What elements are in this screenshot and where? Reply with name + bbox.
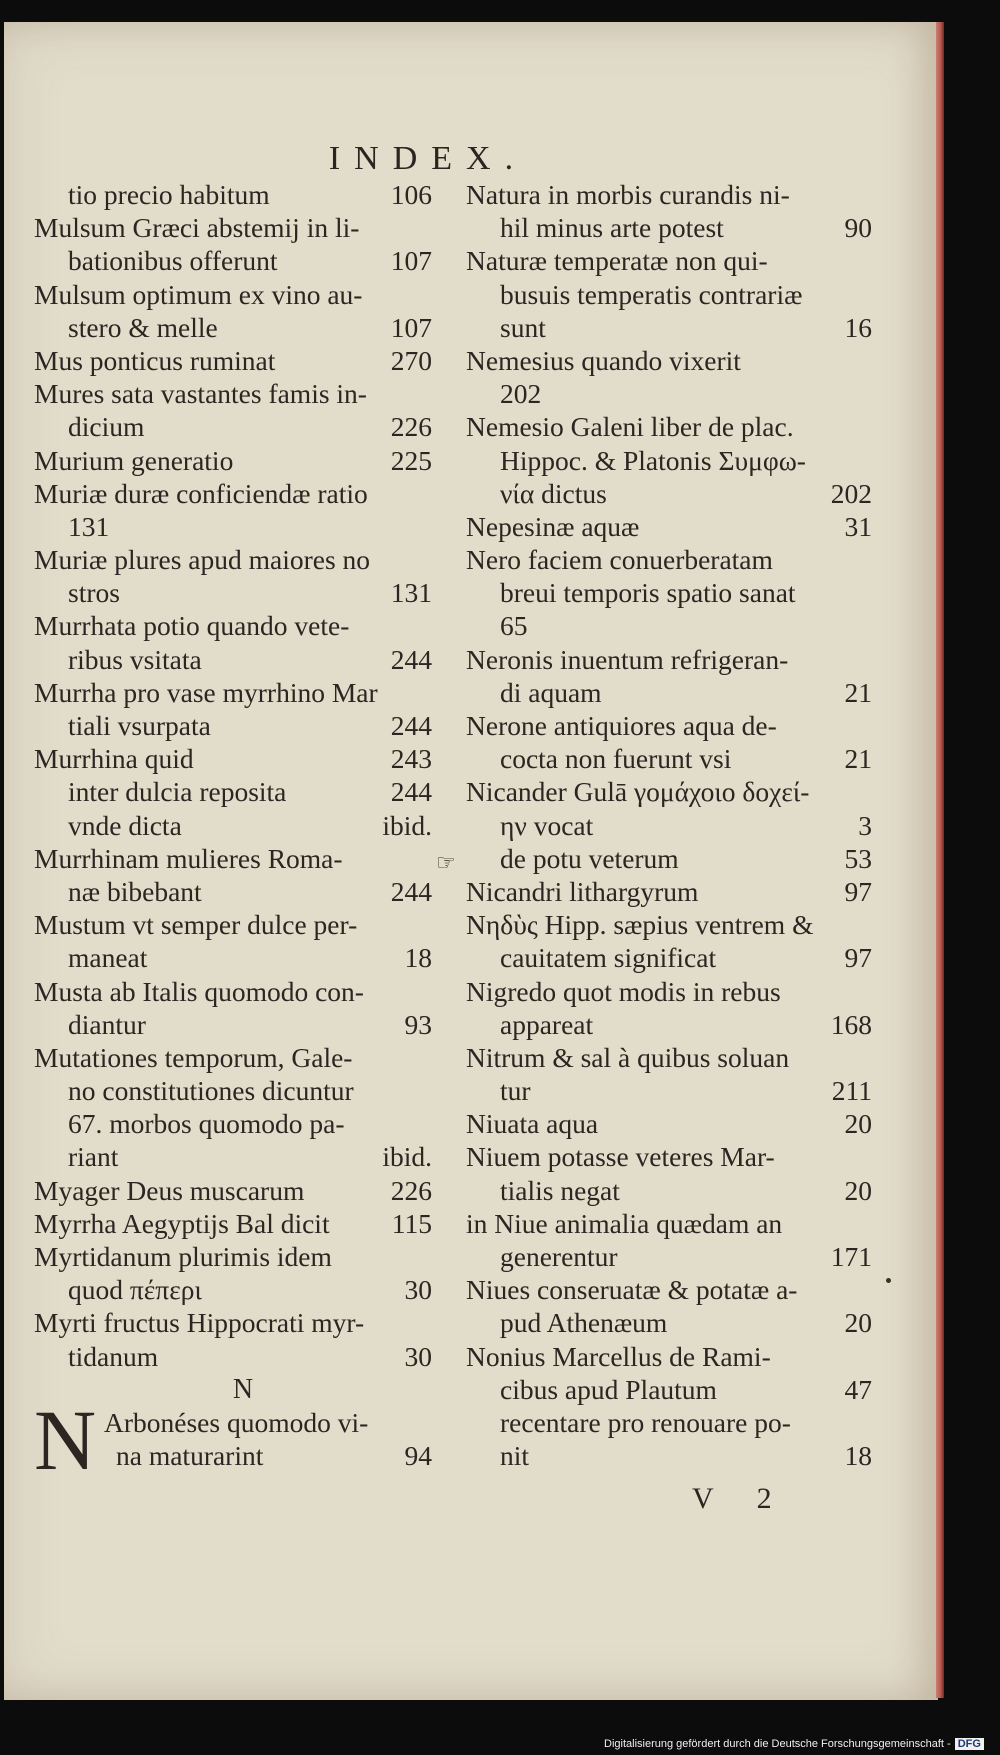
ink-speck — [886, 1278, 891, 1283]
entry-text: de potu veterum — [500, 842, 679, 874]
entry-text: maneat — [68, 942, 148, 974]
page-number: 20 — [844, 1108, 872, 1140]
entry-text: Niuata aqua — [466, 1108, 599, 1140]
page-number: 202 — [830, 477, 872, 509]
index-entry-line — [34, 1041, 432, 1074]
entry-text: hil minus arte potest — [500, 212, 724, 244]
entry-text — [116, 1439, 432, 1472]
entry-text: Myager Deus muscarum — [34, 1174, 305, 1206]
entry-text: Mus ponticus ruminat — [34, 344, 276, 376]
entry-text: no constitutiones dicuntur — [68, 1075, 354, 1107]
entry-text: tiali vsurpata — [68, 710, 211, 741]
entry-text: Murium generatio — [34, 444, 234, 476]
index-entry-line — [34, 1207, 432, 1240]
entry-text: ην vocat — [500, 809, 594, 841]
entry-text: appareat — [500, 1008, 594, 1040]
entry-text: Neronis inuentum refrigeran- — [466, 643, 789, 675]
index-entry-line — [34, 809, 432, 842]
footer-text: Digitalisierung gefördert durch die Deutsche Forschungsgemeinschaft - — [604, 1738, 951, 1750]
index-entry-line — [466, 1406, 872, 1439]
entry-text: bationibus offerunt — [68, 245, 278, 277]
entry-text: stros — [68, 577, 120, 609]
entry-text: νία dictus — [500, 477, 607, 509]
page-number: 16 — [844, 311, 872, 343]
index-entry-line — [466, 178, 872, 211]
page-number: 21 — [844, 743, 872, 775]
index-entry-line — [34, 477, 432, 510]
entry-text: cauitatem significat — [500, 942, 717, 974]
entry-text: Myrrha Aegyptijs Bal dicit — [34, 1207, 330, 1239]
page-number: 53 — [844, 842, 872, 874]
entry-text: di aquam — [500, 676, 602, 708]
index-entry-line — [34, 1306, 432, 1339]
entry-text: 65 — [500, 610, 528, 642]
index-entry-line — [34, 775, 432, 808]
entry-text: Natura in morbis curandis ni- — [466, 179, 790, 210]
page-number: 244 — [390, 643, 432, 675]
index-entry-line — [466, 543, 872, 576]
index-entry-line — [34, 1074, 432, 1107]
index-entry-line — [466, 278, 872, 311]
entry-text: Hippoc. & Platonis Συμφω- — [500, 444, 806, 476]
page-number: 93 — [404, 1008, 432, 1040]
index-entry-line — [466, 444, 872, 477]
section-letter: N — [232, 1373, 254, 1405]
entry-text: Nerone antiquiores aqua de- — [466, 710, 777, 741]
entry-text: Nero faciem conuerberatam — [466, 544, 773, 576]
index-entry-line — [34, 178, 432, 211]
dfg-logo: DFG — [955, 1738, 984, 1750]
entry-text: busuis temperatis contrariæ — [500, 278, 803, 310]
entry-text: Nepesinæ aquæ — [466, 510, 640, 542]
index-entry-line — [34, 975, 432, 1008]
page-number: 20 — [844, 1307, 872, 1339]
index-entry-line — [466, 643, 872, 676]
dropcap-entry — [34, 1391, 432, 1488]
index-entry-line — [466, 1041, 872, 1074]
entry-text: Niuem potasse veteres Mar- — [466, 1141, 775, 1173]
index-entry-line — [466, 1074, 872, 1107]
entry-text: Nicandri lithargyrum — [466, 875, 699, 907]
left-column — [34, 178, 432, 1488]
entry-text: Myrtidanum plurimis idem — [34, 1241, 332, 1272]
index-entry-line — [466, 244, 872, 277]
entry-text: pud Athenæum — [500, 1307, 668, 1339]
index-entry-line — [466, 1373, 872, 1406]
page-number: 18 — [404, 942, 432, 974]
entry-text: Mustum vt semper dulce per- — [34, 909, 358, 941]
page-number: 107 — [390, 311, 432, 343]
index-entry-line — [466, 676, 872, 709]
page-number: 97 — [844, 942, 872, 974]
index-entry-line — [34, 875, 432, 908]
entry-text: Naturæ temperatæ non qui- — [466, 245, 768, 277]
index-entry-line — [466, 742, 872, 775]
index-entry-line — [466, 1008, 872, 1041]
index-entry-line — [466, 875, 872, 908]
entry-text: 131 — [68, 510, 110, 542]
page-number: 226 — [390, 411, 432, 443]
index-entry-line — [466, 477, 872, 510]
entry-text: breui temporis spatio sanat — [500, 577, 796, 609]
entry-text: Mulsum optimum ex vino au- — [34, 278, 363, 310]
signature-mark: V 2 — [692, 1482, 790, 1515]
index-entry-line — [34, 311, 432, 344]
page-header: INDEX. — [328, 140, 528, 177]
page-number: 131 — [390, 577, 432, 609]
page-number: 30 — [404, 1340, 432, 1372]
index-entry-line — [34, 510, 432, 543]
entry-text: tialis negat — [500, 1174, 620, 1206]
index-entry-line — [34, 444, 432, 477]
entry-text-cont: na maturarint — [116, 1440, 264, 1472]
page-number: 270 — [390, 344, 432, 376]
index-entry-line — [34, 1174, 432, 1207]
entry-text: generentur — [500, 1241, 618, 1272]
index-entry-line — [34, 1240, 432, 1273]
index-entry-line — [466, 908, 872, 941]
entry-text: nit — [500, 1440, 530, 1472]
entry-text: Arbonéses quomodo vi- — [104, 1406, 369, 1438]
page-number: 90 — [844, 212, 872, 244]
index-entry-line — [466, 775, 872, 808]
index-entry-line — [34, 211, 432, 244]
entry-text: vnde dicta — [68, 809, 182, 841]
entry-text: Mulsum Græci abstemij in li- — [34, 212, 360, 244]
index-entry-line — [34, 278, 432, 311]
index-entry-line — [34, 377, 432, 410]
entry-text: tio precio habitum — [68, 179, 270, 210]
index-entry-line — [34, 676, 432, 709]
footer — [604, 1738, 984, 1750]
index-entry-line — [436, 842, 872, 875]
index-entry-line — [466, 1340, 872, 1373]
index-entry-line — [34, 941, 432, 974]
index-entry-line — [34, 609, 432, 642]
entry-text: tidanum — [68, 1340, 159, 1372]
entry-text: Muriæ plures apud maiores no — [34, 544, 371, 576]
index-entry-line — [466, 576, 872, 609]
entry-text: Nemesio Galeni liber de plac. — [466, 411, 794, 443]
page-edge — [936, 22, 944, 1698]
page-number: 168 — [830, 1008, 872, 1040]
index-entry-line — [466, 211, 872, 244]
index-entry-line — [34, 1140, 432, 1173]
entry-text: stero & melle — [68, 311, 218, 343]
index-entry-line — [34, 842, 432, 875]
entry-text: Niues conseruatæ & potatæ a- — [466, 1274, 798, 1306]
index-entry-line — [34, 1340, 432, 1373]
index-entry-line — [34, 908, 432, 941]
page-number: 225 — [390, 444, 432, 476]
index-entry-line — [466, 510, 872, 543]
index-entry-line — [466, 377, 872, 410]
entry-text: Nitrum & sal à quibus soluan — [466, 1041, 790, 1073]
entry-text: Musta ab Italis quomodo con- — [34, 975, 364, 1007]
entry-text: tur — [500, 1075, 531, 1107]
page-number: 244 — [390, 875, 432, 907]
index-entry-line — [466, 1140, 872, 1173]
index-entry-line — [466, 344, 872, 377]
index-entry-line — [466, 311, 872, 344]
entry-text: Murrhinam mulieres Roma- — [34, 842, 343, 874]
page-number: 244 — [390, 776, 432, 808]
entry-text: cibus apud Plautum — [500, 1373, 717, 1405]
page-number: 30 — [404, 1274, 432, 1306]
page-number: 31 — [844, 510, 872, 542]
index-entry-line — [34, 1107, 432, 1140]
entry-text: cocta non fuerunt vsi — [500, 743, 732, 775]
entry-text: in Niue animalia quædam an — [466, 1207, 783, 1239]
pointing-hand-icon: ☞ — [436, 849, 456, 875]
index-entry-line — [34, 576, 432, 609]
index-entry-line — [466, 410, 872, 443]
page-number: 21 — [844, 676, 872, 708]
page-number: 97 — [844, 875, 872, 907]
page-number: 211 — [831, 1075, 872, 1107]
entry-text: dicium — [68, 411, 145, 443]
index-entry-line — [466, 975, 872, 1008]
entry-text: Muriæ duræ conficiendæ ratio — [34, 477, 368, 509]
index-entry-line — [34, 344, 432, 377]
index-entry-line — [466, 1174, 872, 1207]
entry-text: næ bibebant — [68, 875, 202, 907]
entry-text: Murrhina quid — [34, 743, 194, 775]
index-entry-line — [466, 809, 872, 842]
entry-text: Nigredo quot modis in rebus — [466, 975, 781, 1007]
page-number: 94 — [404, 1440, 432, 1472]
index-entry-line — [34, 709, 432, 742]
index-entry-line — [34, 410, 432, 443]
page-number: 18 — [844, 1440, 872, 1472]
index-entry-line — [466, 609, 872, 642]
index-entry-line — [466, 941, 872, 974]
entry-text: inter dulcia reposita — [68, 776, 287, 808]
dropcap-initial: N — [34, 1391, 97, 1488]
page-number: 3 — [858, 809, 872, 841]
page-number: 171 — [830, 1241, 872, 1272]
entry-text: Nemesius quando vixerit — [466, 344, 741, 376]
entry-text: riant — [68, 1141, 119, 1173]
index-entry-line — [466, 1439, 872, 1472]
entry-text: recentare pro renouare po- — [500, 1406, 791, 1438]
index-entry-line — [34, 643, 432, 676]
page-number: ibid. — [382, 809, 432, 841]
index-entry-line — [34, 244, 432, 277]
page-number: 115 — [391, 1207, 432, 1239]
right-column — [436, 178, 872, 1472]
index-entry-line — [34, 1008, 432, 1041]
page-number: 47 — [844, 1373, 872, 1405]
index-entry-line — [34, 1273, 432, 1306]
index-entry-line — [466, 709, 872, 742]
entry-text: Myrti fructus Hippocrati myr- — [34, 1307, 365, 1339]
entry-text: diantur — [68, 1008, 146, 1040]
page-number: 107 — [390, 245, 432, 277]
page-number: 20 — [844, 1174, 872, 1206]
entry-text: quod πέπερι — [68, 1274, 202, 1306]
entry-text: Nonius Marcellus de Rami- — [466, 1340, 771, 1372]
index-entry-line — [34, 543, 432, 576]
entry-text: Murrhata potio quando vete- — [34, 610, 350, 642]
entry-text: 202 — [500, 378, 542, 410]
index-entry-line — [466, 1306, 872, 1339]
index-entry-line — [466, 1107, 872, 1140]
page-number: 226 — [390, 1174, 432, 1206]
page-number: 106 — [390, 179, 432, 210]
entry-text: sunt — [500, 311, 546, 343]
entry-text: ribus vsitata — [68, 643, 202, 675]
entry-text: Murrha pro vase myrrhino Mar — [34, 676, 378, 708]
entry-text: Mures sata vastantes famis in- — [34, 378, 367, 410]
entry-text: Νηδὺς Hipp. sæpius ventrem & — [466, 909, 814, 941]
entry-text: Nicander Gulā γομάχοιο δοχεί- — [466, 776, 810, 808]
page-number: ibid. — [382, 1141, 432, 1173]
index-entry-line — [466, 1240, 872, 1273]
page-number: 244 — [390, 710, 432, 741]
index-entry-line — [34, 742, 432, 775]
entry-text: Mutationes temporum, Gale- — [34, 1041, 353, 1073]
index-entry-line — [466, 1207, 872, 1240]
entry-text: 67. morbos quomodo pa- — [68, 1108, 345, 1140]
page-number: 243 — [390, 743, 432, 775]
index-entry-line — [466, 1273, 872, 1306]
